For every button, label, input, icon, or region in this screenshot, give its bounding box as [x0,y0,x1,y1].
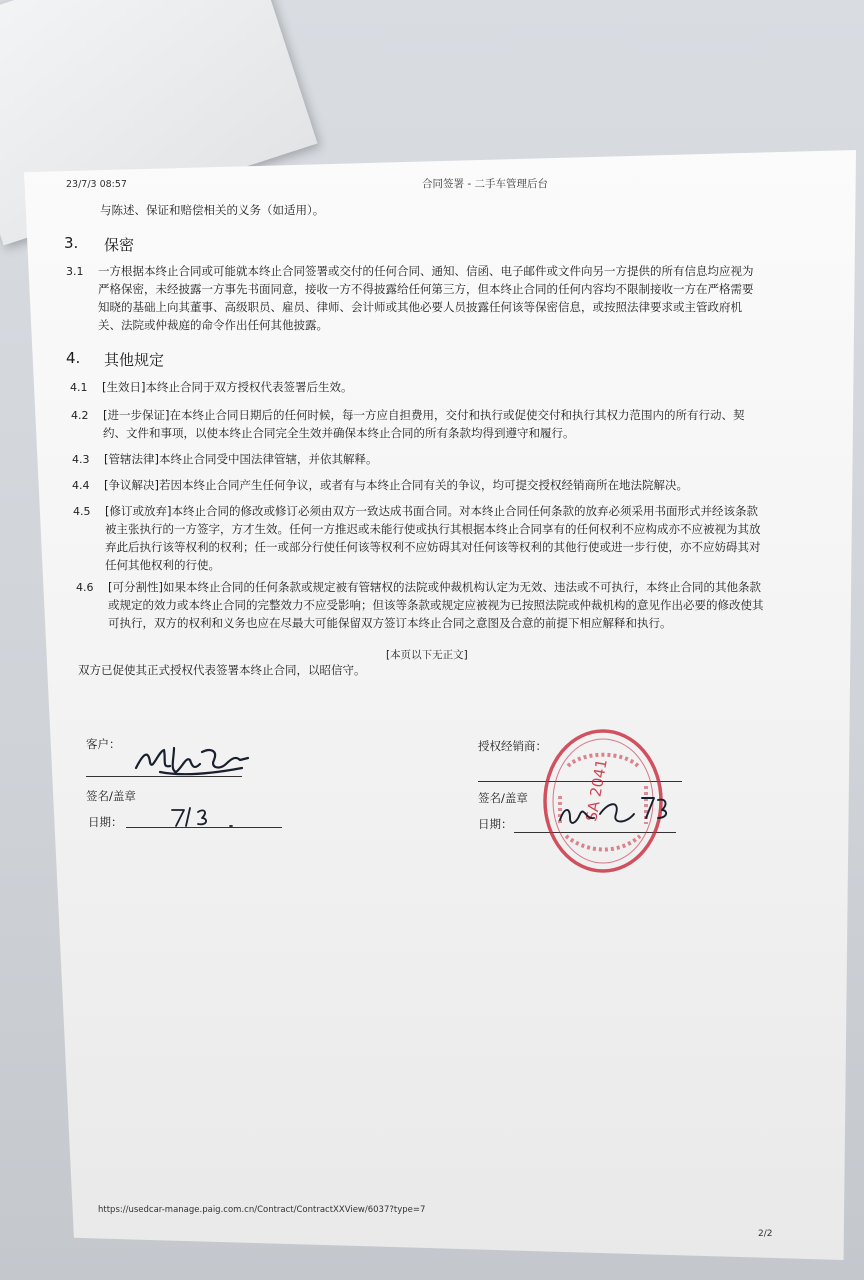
clause-3-1-line: 关、法院或仲裁庭的命令作出任何其他披露。 [98,318,328,332]
footer-url: https://usedcar-manage.paig.com.cn/Contract/ContractXXView/6037?type=7 [98,1205,426,1215]
intro-line: 与陈述、保证和赔偿相关的义务（如适用）。 [100,203,325,217]
clause-4-4-line: [争议解决]若因本终止合同产生任何争议，或者有与本终止合同有关的争议，均可提交授权经销商所在地法院解决。 [104,478,688,492]
dealer-label: 授权经销商： [478,739,547,753]
clause-4-6 [108,578,764,632]
handwritten-date-left [168,804,258,830]
clause-4-5-line: 任何其他权利的行使。 [105,558,220,572]
clause-4-3-number: 4.3 [72,453,90,466]
sign-seal-label-right: 签名/盖章 [478,791,528,805]
clause-3-1 [98,262,754,334]
sign-seal-label-left: 签名/盖章 [86,789,136,803]
clause-4-2-line: 约、文件和事项，以使本终止合同完全生效并确保本终止合同的所有条款均得到遵守和履行。 [103,426,575,440]
clause-4-2-line: [进一步保证]在本终止合同日期后的任何时候，每一方应自担费用，交付和执行或促使交付和执行其权力范围内的所有行动、契 [103,408,745,422]
customer-signature-line [86,776,242,777]
clause-4-6-line: 可执行，双方的权利和义务也应在尽最大可能保留双方签订本终止合同之意图及合意的前提下相应解释和执行。 [108,616,672,630]
dealer-handwritten-signature [550,784,680,838]
clause-4-5-number: 4.5 [73,505,91,518]
witness-clause: 双方已促使其正式授权代表签署本终止合同，以昭信守。 [78,663,366,677]
clause-4-1-number: 4.1 [70,381,88,394]
section-4-title: 其他规定 [104,351,165,369]
print-title: 合同签署 - 二手车管理后台 [422,178,548,190]
clause-3-1-line: 一方根据本终止合同或可能就本终止合同签署或交付的任何合同、通知、信函、电子邮件或文件向另一方提供的所有信息均应视为 [98,264,754,278]
clause-3-1-line: 知晓的基础上向其董事、高级职员、雇员、律师、会计师或其他必要人员披露任何该等保密信息，或按照法律要求或主管政府机 [98,300,742,314]
clause-3-1-line: 严格保密，未经披露一方事先书面同意，接收一方不得披露给任何第三方，但本终止合同的任何内容均不限制接收一方在严格需要 [98,282,754,296]
section-3-number: 3. [64,234,79,252]
page-number: 2/2 [758,1229,773,1239]
clause-4-4-number: 4.4 [72,479,90,492]
clause-4-3-line: [管辖法律]本终止合同受中国法律管辖，并依其解释。 [104,452,378,466]
clause-4-6-line: [可分割性]如果本终止合同的任何条款或规定被有管辖权的法院或仲裁机构认定为无效、违法或不可执行，本终止合同的其他条款 [108,580,761,594]
section-4-number: 4. [66,349,81,367]
stamp-code: SA 2041 [582,757,611,823]
clause-4-1 [102,378,352,396]
clause-4-2 [103,406,744,442]
clause-4-4 [104,476,688,494]
clause-4-5 [105,502,761,574]
print-datetime: 23/7/3 08:57 [66,179,127,190]
clause-4-5-line: 被主张执行的一方签字，方才生效。任何一方推迟或未能行使或执行其根据本终止合同享有的任何权利不应构成亦不应被视为其放 [105,522,761,536]
clause-4-5-line: 弃此后执行该等权利的权利；任一或部分行使任何该等权利不应妨碍其对任何该等权利的其他行使或进一步行使，亦不应妨碍其对 [105,540,761,554]
clause-4-1-line: [生效日]本终止合同于双方授权代表签署后生效。 [102,380,353,394]
clause-4-6-number: 4.6 [76,581,94,594]
clause-4-2-number: 4.2 [71,409,89,422]
date-label-left: 日期： [88,815,123,829]
clause-4-3 [104,450,377,468]
date-label-right: 日期： [478,817,513,831]
no-text-below-note: [本页以下无正文] [386,649,468,661]
customer-label: 客户： [86,737,121,751]
clause-4-5-line: [修订或放弃]本终止合同的修改或修订必须由双方一致达成书面合同。对本终止合同任何条款的放弃必须采用书面形式并经该条款 [105,504,758,518]
section-3-title: 保密 [104,236,135,254]
clause-4-6-line: 或规定的效力或本终止合同的完整效力不应受影响；但该等条款或规定应被视为已按照法院或仲裁机构的意见作出必要的修改使其 [108,598,764,612]
clause-3-1-number: 3.1 [66,265,84,278]
